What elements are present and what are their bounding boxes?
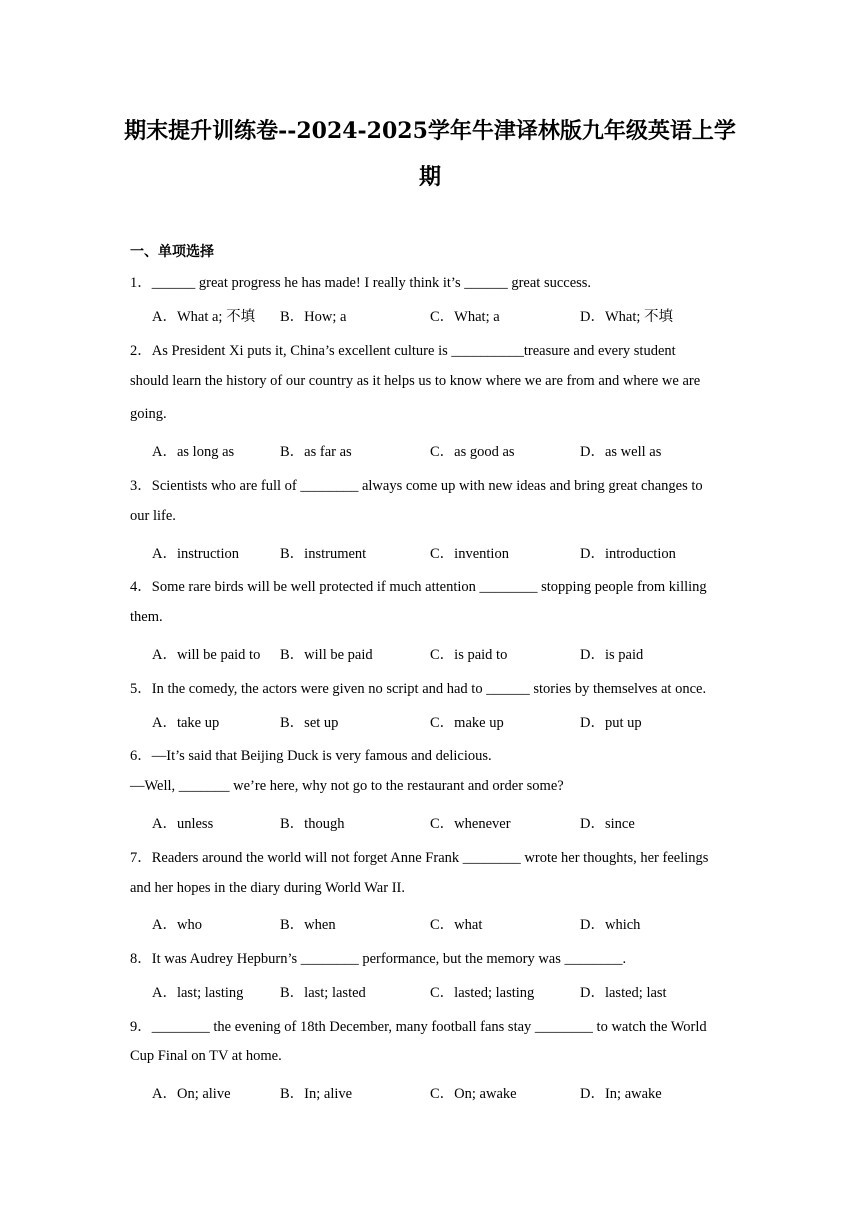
question-6-option-c: C．whenever — [430, 816, 511, 832]
question-2-text-line-3: going. — [130, 406, 167, 422]
question-9-option-a: A．On; alive — [152, 1086, 231, 1102]
question-6-text-line-2: —Well, _______ we’re here, why not go to the restaurant and order some? — [130, 778, 564, 794]
question-2-option-b: B．as far as — [280, 444, 352, 460]
question-4-option-c: C．is paid to — [430, 647, 508, 663]
question-7-text: 7．Readers around the world will not forget Anne Frank ________ wrote her thoughts, her feelings — [130, 850, 709, 866]
question-1-option-a: A．What a; 不填 — [152, 309, 256, 325]
question-3-option-b: B．instrument — [280, 546, 367, 562]
question-4-option-d: D．is paid — [580, 647, 644, 663]
question-8-text: 8．It was Audrey Hepburn’s ________ performance, but the memory was ________. — [130, 951, 627, 967]
question-4-text: 4．Some rare birds will be well protected if much attention ________ stopping people from killing — [130, 579, 707, 595]
question-9-text-line-2: Cup Final on TV at home. — [130, 1048, 282, 1064]
page-title-continued: 期 — [418, 164, 441, 190]
question-2-text-line-2: should learn the history of our country as it helps us to know where we are from and where we are — [130, 373, 701, 389]
question-7-text-line-2: and her hopes in the diary during World War II. — [130, 880, 405, 896]
question-2-option-a: A．as long as — [152, 444, 235, 460]
question-8-option-c: C．lasted; lasting — [430, 985, 535, 1001]
question-9-option-d: D．In; awake — [580, 1086, 662, 1102]
question-7-option-a: A．who — [152, 917, 202, 933]
question-8-option-d: D．lasted; last — [580, 985, 667, 1001]
page-title: 期末提升训练卷--2024-2025学年牛津译林版九年级英语上学 — [124, 118, 736, 144]
question-9-text: 9．________ the evening of 18th December, many football fans stay ________ to watch the World — [130, 1019, 707, 1035]
question-1-option-d: D．What; 不填 — [580, 309, 674, 325]
question-2-text: 2．As President Xi puts it, China’s excellent culture is __________treasure and every student — [130, 343, 676, 359]
question-9-option-b: B．In; alive — [280, 1086, 353, 1102]
question-8-option-b: B．last; lasted — [280, 985, 366, 1001]
question-5-option-d: D．put up — [580, 715, 642, 731]
question-3-option-a: A．instruction — [152, 546, 239, 562]
question-2-option-d: D．as well as — [580, 444, 662, 460]
question-6-text: 6．—It’s said that Beijing Duck is very famous and delicious. — [130, 748, 492, 764]
question-3-option-c: C．invention — [430, 546, 509, 562]
question-3-text: 3．Scientists who are full of ________ always come up with new ideas and bring great changes to — [130, 478, 703, 494]
question-4-option-a: A．will be paid to — [152, 647, 261, 663]
question-7-option-b: B．when — [280, 917, 336, 933]
question-5-option-b: B．set up — [280, 715, 339, 731]
section-heading: 一、单项选择 — [130, 244, 214, 260]
question-4-option-b: B．will be paid — [280, 647, 373, 663]
question-3-option-d: D．introduction — [580, 546, 676, 562]
question-7-option-d: D．which — [580, 917, 641, 933]
question-4-text-line-2: them. — [130, 609, 163, 625]
question-8-option-a: A．last; lasting — [152, 985, 244, 1001]
question-7-option-c: C．what — [430, 917, 483, 933]
question-3-text-line-2: our life. — [130, 508, 176, 524]
question-1-text: 1．______ great progress he has made! I really think it’s ______ great success. — [130, 275, 592, 291]
question-5-text: 5．In the comedy, the actors were given no script and had to ______ stories by themselves at once. — [130, 681, 707, 697]
question-1-option-c: C．What; a — [430, 309, 500, 325]
question-9-option-c: C．On; awake — [430, 1086, 517, 1102]
question-2-option-c: C．as good as — [430, 444, 515, 460]
question-1-option-b: B．How; a — [280, 309, 347, 325]
question-6-option-d: D．since — [580, 816, 635, 832]
question-5-option-a: A．take up — [152, 715, 220, 731]
question-6-option-a: A．unless — [152, 816, 214, 832]
question-5-option-c: C．make up — [430, 715, 504, 731]
question-6-option-b: B．though — [280, 816, 345, 832]
